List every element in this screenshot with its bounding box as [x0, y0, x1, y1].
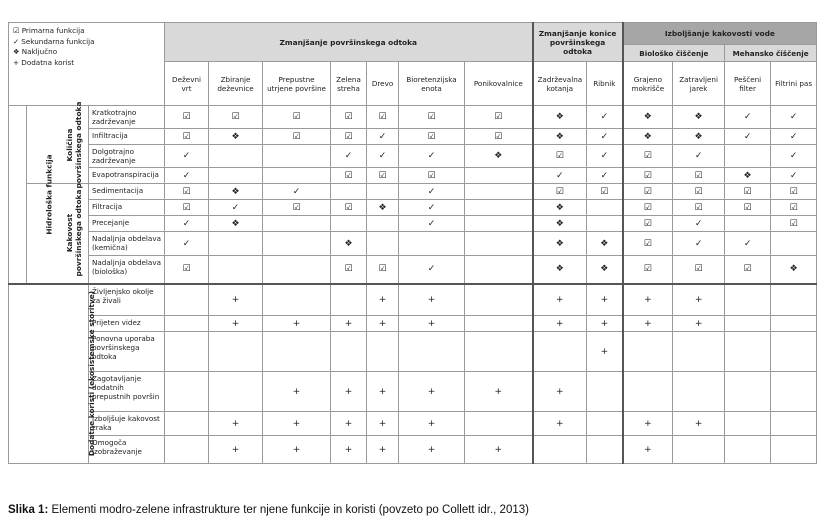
table-row — [9, 129, 817, 145]
table-cell: + — [623, 284, 673, 316]
table-row — [9, 184, 817, 200]
table-cell: ☑ — [465, 106, 533, 129]
table-cell — [465, 232, 533, 256]
table-cell — [263, 168, 331, 184]
legend-box — [9, 23, 165, 106]
table-cell: ☑ — [263, 106, 331, 129]
side-label-additional-benefits — [9, 284, 97, 464]
table-cell: ❖ — [725, 168, 771, 184]
table-cell: ☑ — [165, 106, 209, 129]
table-cell: ✓ — [165, 232, 209, 256]
table-cell — [465, 256, 533, 284]
group-header-peak-reduction: Zmanjšanje konice površinskega odtoka — [533, 23, 623, 62]
row-label: Filtracija — [89, 200, 165, 216]
table-cell — [673, 372, 725, 412]
table-cell: + — [673, 284, 725, 316]
row-label: Omogoča izobraževanje — [89, 436, 165, 464]
row-label: Kratkotrajno zadrževanje — [89, 106, 165, 129]
column-header: Zbiranje deževnice — [209, 62, 263, 106]
table-cell: ✓ — [725, 106, 771, 129]
table-cell — [209, 372, 263, 412]
table-cell: + — [209, 316, 263, 332]
table-cell — [673, 436, 725, 464]
table-cell: ✓ — [771, 145, 817, 168]
table-cell: + — [587, 284, 623, 316]
table-cell: ☑ — [399, 168, 465, 184]
table-row — [9, 168, 817, 184]
table-cell: ☑ — [673, 168, 725, 184]
table-cell — [725, 145, 771, 168]
table-cell: + — [263, 316, 331, 332]
table-cell: ☑ — [623, 200, 673, 216]
table-cell: ✓ — [165, 216, 209, 232]
table-cell: ✓ — [399, 256, 465, 284]
side-label-text: Hidrološka funkcija — [44, 154, 54, 235]
table-cell: ✓ — [399, 216, 465, 232]
table-row — [9, 372, 817, 412]
table-cell — [165, 412, 209, 436]
legend-secondary: ✓ Sekundarna funkcija — [13, 36, 95, 46]
table-cell — [587, 412, 623, 436]
table-cell — [725, 284, 771, 316]
table-cell — [165, 372, 209, 412]
table-cell: ☑ — [331, 129, 367, 145]
table-cell — [165, 436, 209, 464]
column-header: Peščeni filter — [725, 62, 771, 106]
table-cell: ✓ — [587, 145, 623, 168]
row-label: Precejanje — [89, 216, 165, 232]
caption-label: Slika 1: — [8, 504, 49, 516]
side-label-quality — [27, 184, 89, 284]
table-cell — [771, 412, 817, 436]
table-cell: ☑ — [165, 200, 209, 216]
table-cell — [725, 332, 771, 372]
row-label: Evapotranspiracija — [89, 168, 165, 184]
table-cell: + — [331, 316, 367, 332]
table-cell: ✓ — [399, 200, 465, 216]
table-cell — [725, 412, 771, 436]
column-header: Ribnik — [587, 62, 623, 106]
table-cell — [399, 232, 465, 256]
table-cell — [399, 332, 465, 372]
table-cell — [771, 232, 817, 256]
table-row — [9, 436, 817, 464]
table-cell: ✓ — [725, 129, 771, 145]
table-cell — [331, 216, 367, 232]
table-cell — [209, 256, 263, 284]
table-cell — [771, 372, 817, 412]
table-cell: ☑ — [367, 106, 399, 129]
table-cell — [209, 168, 263, 184]
table-cell — [465, 200, 533, 216]
table-cell: ✓ — [165, 145, 209, 168]
table-cell — [465, 316, 533, 332]
table-cell: ✓ — [587, 106, 623, 129]
table-cell: ☑ — [725, 184, 771, 200]
column-header: Grajeno mokrišče — [623, 62, 673, 106]
table-cell — [771, 332, 817, 372]
table-cell — [367, 184, 399, 200]
table-cell: + — [367, 412, 399, 436]
side-label-text: Količina površinskega odtoka — [65, 101, 83, 188]
table-row — [9, 106, 817, 129]
table-cell: ❖ — [367, 200, 399, 216]
table-cell: + — [673, 316, 725, 332]
table-cell: + — [331, 436, 367, 464]
table-cell: ☑ — [623, 232, 673, 256]
table-cell — [623, 332, 673, 372]
table-cell: ☑ — [165, 184, 209, 200]
table-row — [9, 284, 817, 316]
group-header-runoff-reduction: Zmanjšanje površinskega odtoka — [165, 23, 533, 62]
table-cell: ☑ — [533, 184, 587, 200]
side-label-text: Dodatne koristi (ekosistemske storitve) — [87, 291, 97, 457]
functions-table — [8, 22, 817, 464]
table-cell — [263, 216, 331, 232]
table-cell: + — [587, 316, 623, 332]
table-cell: ☑ — [725, 200, 771, 216]
table-cell: ✓ — [771, 106, 817, 129]
table-cell — [465, 168, 533, 184]
subgroup-mechanical: Mehansko čiščenje — [725, 45, 817, 62]
table-cell: + — [331, 372, 367, 412]
table-row — [9, 232, 817, 256]
caption-text: Elementi modro-zelene infrastrukture ter njene funkcije in koristi (povzeto po Collett idr., 2013) — [48, 504, 529, 516]
legend-random: ❖ Naključno — [13, 47, 58, 56]
table-cell — [465, 412, 533, 436]
legend-additional: + Dodatna korist — [13, 57, 75, 67]
table-cell: ❖ — [533, 106, 587, 129]
table-cell: + — [263, 412, 331, 436]
table-cell — [623, 372, 673, 412]
table-cell: ✓ — [367, 129, 399, 145]
table-cell — [367, 216, 399, 232]
table-cell: ✓ — [725, 232, 771, 256]
table-cell: ❖ — [209, 129, 263, 145]
column-header: Prepustne utrjene površine — [263, 62, 331, 106]
table-cell: + — [399, 284, 465, 316]
row-label: Nadaljnja obdelava (biološka) — [89, 256, 165, 284]
table-cell: ☑ — [331, 168, 367, 184]
table-cell: ☑ — [623, 145, 673, 168]
row-label: Prijeten videz — [89, 316, 165, 332]
table-cell: ❖ — [209, 216, 263, 232]
column-header: Drevo — [367, 62, 399, 106]
table-cell — [587, 436, 623, 464]
table-cell — [209, 332, 263, 372]
table-cell: ❖ — [209, 184, 263, 200]
table-cell: ☑ — [533, 145, 587, 168]
table-cell: ❖ — [533, 232, 587, 256]
table-cell: ❖ — [673, 129, 725, 145]
table-cell: ☑ — [367, 256, 399, 284]
table-cell: + — [587, 332, 623, 372]
table-cell: ☑ — [331, 200, 367, 216]
table-cell — [165, 332, 209, 372]
table-cell — [587, 372, 623, 412]
table-cell: + — [673, 412, 725, 436]
row-label: Nadaljnja obdelava (kemična) — [89, 232, 165, 256]
table-cell — [725, 216, 771, 232]
row-label: Infiltracija — [89, 129, 165, 145]
table-cell — [165, 284, 209, 316]
table-cell — [263, 256, 331, 284]
table-cell — [331, 184, 367, 200]
table-cell: ❖ — [331, 232, 367, 256]
table-cell: ✓ — [263, 184, 331, 200]
table-row — [9, 332, 817, 372]
table-cell: + — [209, 412, 263, 436]
group-header-water-quality: Izboljšanje kakovosti vode — [623, 23, 817, 45]
subgroup-biological: Biološko čiščenje — [623, 45, 725, 62]
table-cell — [263, 145, 331, 168]
table-cell: ✓ — [771, 168, 817, 184]
row-label: Življenjsko okolje za živali — [89, 284, 165, 316]
table-row — [9, 216, 817, 232]
row-label: Dolgotrajno zadrževanje — [89, 145, 165, 168]
table-cell — [771, 436, 817, 464]
table-cell: ☑ — [673, 200, 725, 216]
table-cell — [465, 184, 533, 200]
table-cell: ☑ — [673, 256, 725, 284]
table-row — [9, 412, 817, 436]
table-cell: ☑ — [623, 184, 673, 200]
table-cell: + — [263, 436, 331, 464]
table-cell: ☑ — [165, 129, 209, 145]
table-cell: ☑ — [367, 168, 399, 184]
row-label: Zagotavljanje dodatnih prepustnih površin — [89, 372, 165, 412]
column-header: Zelena streha — [331, 62, 367, 106]
table-cell — [465, 284, 533, 316]
table-cell — [673, 332, 725, 372]
table-cell: ❖ — [533, 256, 587, 284]
table-cell — [771, 284, 817, 316]
table-cell: ❖ — [673, 106, 725, 129]
table-cell: ☑ — [263, 129, 331, 145]
table-cell: + — [367, 436, 399, 464]
table-cell: ✓ — [673, 145, 725, 168]
table-cell: + — [399, 316, 465, 332]
table-cell: ❖ — [533, 200, 587, 216]
table-cell: ☑ — [465, 129, 533, 145]
table-cell: ❖ — [623, 106, 673, 129]
table-cell — [465, 332, 533, 372]
table-cell: ✓ — [165, 168, 209, 184]
row-label: Izboljšuje kakovost zraka — [89, 412, 165, 436]
table-cell: + — [533, 372, 587, 412]
table-cell: + — [623, 436, 673, 464]
column-header: Zadrževalna kotanja — [533, 62, 587, 106]
table-cell: + — [399, 372, 465, 412]
table-cell — [725, 436, 771, 464]
column-header: Filtrini pas — [771, 62, 817, 106]
side-label-quantity — [27, 101, 89, 188]
table-cell — [165, 316, 209, 332]
table-cell: + — [623, 412, 673, 436]
table-cell: ❖ — [771, 256, 817, 284]
table-cell — [533, 332, 587, 372]
table-cell: + — [399, 436, 465, 464]
table-cell: + — [533, 412, 587, 436]
table-cell: ☑ — [771, 184, 817, 200]
table-cell: + — [533, 316, 587, 332]
table-row — [9, 200, 817, 216]
table-row — [9, 316, 817, 332]
table-cell: ☑ — [209, 106, 263, 129]
table-cell — [725, 316, 771, 332]
table-cell: + — [209, 436, 263, 464]
table-cell: ☑ — [331, 106, 367, 129]
table-cell: ☑ — [331, 256, 367, 284]
table-cell: ❖ — [533, 216, 587, 232]
table-cell: ✓ — [399, 184, 465, 200]
table-cell — [263, 284, 331, 316]
row-label: Ponovna uporaba površinskega odtoka — [89, 332, 165, 372]
table-cell: + — [399, 412, 465, 436]
column-header: Deževni vrt — [165, 62, 209, 106]
table-cell: ☑ — [771, 216, 817, 232]
table-cell — [209, 145, 263, 168]
table-cell: ☑ — [771, 200, 817, 216]
table-cell — [367, 232, 399, 256]
table-cell: ✓ — [367, 145, 399, 168]
table-cell — [771, 316, 817, 332]
table-cell: + — [623, 316, 673, 332]
table-cell: ☑ — [165, 256, 209, 284]
table-cell: ✓ — [331, 145, 367, 168]
table-cell: ✓ — [533, 168, 587, 184]
table-cell: + — [331, 412, 367, 436]
table-cell: + — [263, 372, 331, 412]
table-cell: + — [367, 316, 399, 332]
table-cell — [587, 216, 623, 232]
table-cell: ❖ — [465, 145, 533, 168]
table-cell: ✓ — [399, 145, 465, 168]
table-cell: ❖ — [533, 129, 587, 145]
table-cell: ☑ — [399, 129, 465, 145]
table-cell: + — [465, 436, 533, 464]
table-cell: ✓ — [673, 216, 725, 232]
table-cell — [725, 372, 771, 412]
table-cell — [331, 332, 367, 372]
table-cell: ☑ — [623, 168, 673, 184]
table-cell — [263, 332, 331, 372]
table-cell: ☑ — [587, 184, 623, 200]
table-cell — [367, 332, 399, 372]
table-cell — [533, 436, 587, 464]
table-cell: ✓ — [209, 200, 263, 216]
table-cell: ☑ — [399, 106, 465, 129]
side-label-text: Kakovost površinskega odtoka — [65, 189, 83, 277]
table-cell: + — [367, 372, 399, 412]
table-cell: + — [465, 372, 533, 412]
table-cell: ❖ — [587, 232, 623, 256]
table-cell: ✓ — [673, 232, 725, 256]
table-cell: ✓ — [587, 168, 623, 184]
table-cell — [587, 200, 623, 216]
table-cell: + — [533, 284, 587, 316]
table-cell: ✓ — [771, 129, 817, 145]
row-label: Sedimentacija — [89, 184, 165, 200]
figure-caption — [8, 504, 529, 516]
table-cell: ❖ — [587, 256, 623, 284]
table-cell: ✓ — [587, 129, 623, 145]
table-row — [9, 145, 817, 168]
figure-table-frame — [8, 22, 813, 498]
legend-primary: ☑ Primarna funkcija — [13, 26, 85, 35]
table-cell: ☑ — [673, 184, 725, 200]
side-label-hydrological — [9, 106, 54, 284]
table-cell: ❖ — [623, 129, 673, 145]
table-cell: + — [367, 284, 399, 316]
table-row — [9, 256, 817, 284]
table-cell: + — [209, 284, 263, 316]
table-cell — [465, 216, 533, 232]
table-cell: ☑ — [623, 256, 673, 284]
column-header: Bioretenzijska enota — [399, 62, 465, 106]
column-header: Ponikovalnice — [465, 62, 533, 106]
table-cell — [263, 232, 331, 256]
table-cell — [331, 284, 367, 316]
table-cell: ☑ — [263, 200, 331, 216]
table-cell — [209, 232, 263, 256]
table-cell: ☑ — [623, 216, 673, 232]
table-cell: ☑ — [725, 256, 771, 284]
column-header: Zatravljeni jarek — [673, 62, 725, 106]
